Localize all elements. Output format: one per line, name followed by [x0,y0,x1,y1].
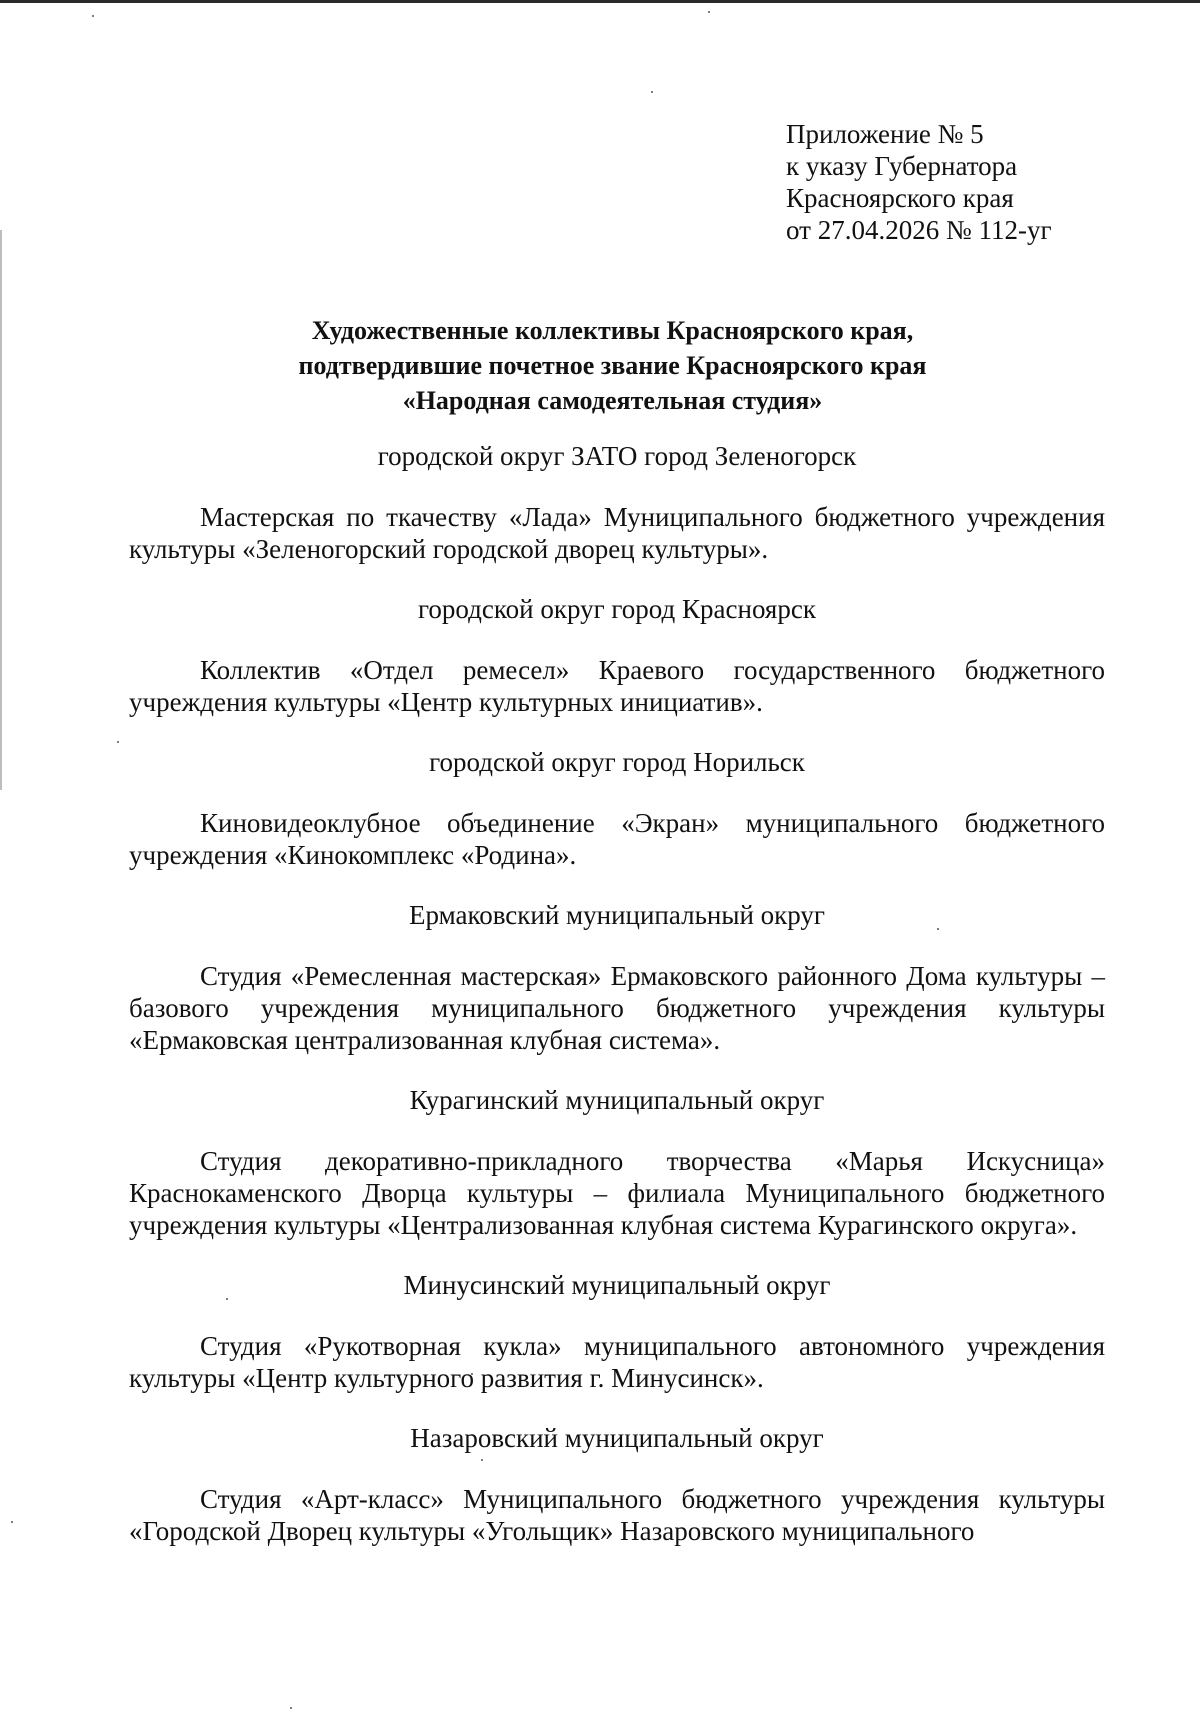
collective-entry: Мастерская по ткачеству «Лада» Муниципального бюджетного учреждения культуры «Зеленогорский городской дворец культуры». [129,502,1105,564]
appendix-header [786,118,1052,246]
appendix-region: Красноярского края [786,183,1014,213]
district-heading: городской округ город Норильск [429,747,805,777]
collective-entry: Студия декоративно-прикладного творчества «Марья Искусница» Краснокаменского Дворца культуры – филиала Муниципального бюджетного учреждения культуры «Централизованная клубная система Курагинского округа». [129,1146,1105,1240]
section-zelenogorsk [129,440,1105,565]
collective-entry: Студия «Ремесленная мастерская» Ермаковского районного Дома культуры – базового учреждения муниципального бюджетного учреждения культуры «Ермаковская централизованная клубная система». [129,961,1105,1055]
section-nazarovsky [129,1422,1105,1547]
scan-speck [651,91,653,93]
scan-speck [92,15,94,17]
section-ermakovsky [129,899,1105,1056]
appendix-decree-reference: к указу Губернатора [786,151,1018,181]
collective-entry: Студия «Арт-класс» Муниципального бюджетного учреждения культуры «Городской Дворец культуры «Угольщик» Назаровского муниципального [129,1484,1105,1546]
document-title [125,313,1100,418]
district-heading: Назаровский муниципальный округ [410,1423,824,1453]
district-heading: городской округ ЗАТО город Зеленогорск [377,441,857,471]
appendix-number: Приложение № 5 [786,119,984,149]
scan-edge-top [0,0,1200,3]
collective-entry: Студия «Рукотворная кукла» муниципального автономного учреждения культуры «Центр культурного развития г. Минусинск». [129,1331,1105,1393]
scan-edge-left [0,230,2,790]
scan-speck [117,741,119,743]
section-minusinsky [129,1269,1105,1394]
district-heading: Ермаковский муниципальный округ [408,900,826,930]
section-kuraginsky [129,1084,1105,1241]
section-norilsk [129,746,1105,871]
title-line-3: «Народная самодеятельная студия» [402,386,823,415]
district-heading: городской округ город Красноярск [418,594,816,624]
scan-speck [290,1707,292,1709]
appendix-date-number: от 27.04.2026 № 112-уг [786,215,1052,245]
district-heading: Курагинский муниципальный округ [409,1085,825,1115]
collective-entry: Киновидеоклубное объединение «Экран» муниципального бюджетного учреждения «Кинокомплекс «Родина». [129,808,1105,870]
district-heading: Минусинский муниципальный округ [403,1270,831,1300]
collective-entry: Коллектив «Отдел ремесел» Краевого государственного бюджетного учреждения культуры «Центр культурных инициатив». [129,655,1105,717]
scan-speck [11,1521,13,1523]
title-line-2: подтвердившие почетное звание Красноярского края [298,351,927,380]
document-body [129,440,1105,1547]
scan-speck [708,11,710,13]
section-krasnoyarsk [129,593,1105,718]
title-line-1: Художественные коллективы Красноярского края, [311,316,914,345]
